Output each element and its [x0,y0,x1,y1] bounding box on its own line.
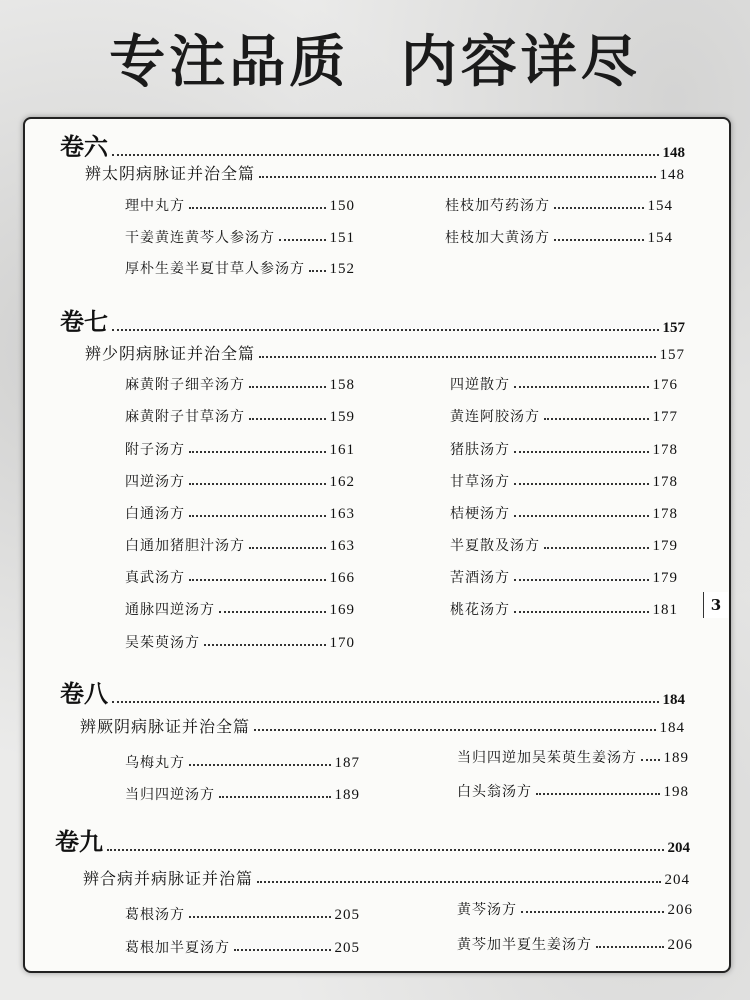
toc-item [125,439,355,459]
dot-leader [514,451,649,453]
page-number: 198 [663,784,689,800]
chapter-title: 辨太阴病脉证并治全篇 [85,164,256,183]
item-title: 附子汤方 [125,442,185,458]
toc-item [125,471,355,491]
item-title: 白头翁汤方 [457,784,532,800]
item-title: 桂枝加芍药汤方 [445,198,550,214]
item-title: 当归四逆汤方 [125,787,215,803]
item-title: 麻黄附子甘草汤方 [125,409,245,425]
item-title: 理中丸方 [125,198,185,214]
item-title: 桂枝加大黄汤方 [445,230,550,246]
page-number: 184 [659,720,685,736]
toc-item [450,567,678,587]
item-title: 白通加猪胆汁汤方 [125,538,245,554]
item-title: 白通汤方 [125,506,185,522]
toc-item [125,632,355,652]
toc-volume-9 [55,822,690,857]
item-title: 当归四逆加吴茱萸生姜汤方 [457,750,637,766]
headline-right: 内容详尽 [400,30,641,95]
page-number: 152 [329,261,355,277]
dot-leader [596,946,664,948]
page-number: 205 [334,907,360,923]
item-title: 桔梗汤方 [450,506,510,522]
page-number: 179 [652,538,678,554]
dot-leader [254,729,655,731]
toc-item [457,934,693,954]
dot-leader [112,329,659,331]
page-number: 150 [329,198,355,214]
item-title: 乌梅丸方 [125,755,185,771]
page-number: 163 [329,538,355,554]
dot-leader [189,916,331,918]
page-number: 166 [329,570,355,586]
page-number: 178 [652,506,678,522]
dot-leader [544,547,649,549]
item-title: 通脉四逆汤方 [125,602,215,618]
dot-leader [189,764,331,766]
toc-item [445,227,673,247]
dot-leader [249,386,326,388]
item-title: 黄芩加半夏生姜汤方 [457,937,592,953]
toc-item [125,567,355,587]
toc-item [125,195,355,215]
toc-item [125,258,355,278]
page-number: 177 [652,409,678,425]
toc-item [445,195,673,215]
dot-leader [554,207,644,209]
dot-leader [189,483,326,485]
toc-item [125,599,355,619]
toc-item [125,937,360,957]
dot-leader [204,644,326,646]
dot-leader [544,418,649,420]
toc-volume-6 [60,127,685,162]
toc-item [125,535,355,555]
page-number: 151 [329,230,355,246]
dot-leader [554,239,644,241]
dot-leader [219,796,331,798]
dot-leader [536,793,660,795]
page-number: 181 [652,602,678,618]
toc-item [125,904,360,924]
item-title: 黄芩汤方 [457,902,517,918]
page-number: 162 [329,474,355,490]
page-number: 154 [647,198,673,214]
toc-item [457,781,689,801]
page-number: 163 [329,506,355,522]
page-number: 206 [667,937,693,953]
toc-chapter-6 [85,161,685,184]
toc-chapter-7 [85,341,685,364]
page-number: 154 [647,230,673,246]
item-title: 四逆散方 [450,377,510,393]
volume-title: 卷八 [60,679,108,708]
toc-item [450,374,678,394]
toc-chapter-8 [80,714,685,737]
toc-item [450,439,678,459]
item-title: 真武汤方 [125,570,185,586]
dot-leader [514,515,649,517]
page-number: 178 [652,474,678,490]
item-title: 厚朴生姜半夏甘草人参汤方 [125,261,305,277]
volume-title: 卷七 [60,307,108,336]
page-number: 206 [667,902,693,918]
page-number: 157 [662,320,685,336]
toc-item [450,503,678,523]
page-number: 179 [652,570,678,586]
dot-leader [259,356,655,358]
toc-item [457,899,693,919]
page-number: 148 [662,145,685,161]
dot-leader [189,515,326,517]
dot-leader [249,418,326,420]
dot-leader [189,451,326,453]
dot-leader [279,239,326,241]
toc-item [450,471,678,491]
dot-leader [189,207,326,209]
toc-item [125,227,355,247]
side-page-number: 3 [703,592,728,618]
dot-leader [249,547,326,549]
item-title: 吴茱萸汤方 [125,635,200,651]
dot-leader [641,759,660,761]
page-number: 176 [652,377,678,393]
headline-left: 专注品质 [109,30,350,95]
page-number: 158 [329,377,355,393]
page-number: 187 [334,755,360,771]
item-title: 葛根加半夏汤方 [125,940,230,956]
chapter-title: 辨少阴病脉证并治全篇 [85,344,256,363]
item-title: 甘草汤方 [450,474,510,490]
dot-leader [112,154,659,156]
dot-leader [112,701,659,703]
dot-leader [259,176,655,178]
page-number: 169 [329,602,355,618]
toc-item [125,784,360,804]
dot-leader [514,386,649,388]
item-title: 干姜黄连黄芩人参汤方 [125,230,275,246]
dot-leader [514,483,649,485]
page-number: 170 [329,635,355,651]
item-title: 半夏散及汤方 [450,538,540,554]
volume-title: 卷九 [55,827,103,856]
dot-leader [521,911,664,913]
chapter-title: 辨厥阴病脉证并治全篇 [80,717,251,736]
page-number: 161 [329,442,355,458]
page-number: 184 [662,692,685,708]
page-number: 178 [652,442,678,458]
chapter-title: 辨合病并病脉证并治篇 [83,869,254,888]
headline-banner [0,18,750,98]
page-number: 157 [659,347,685,363]
dot-leader [309,270,326,272]
page-number: 159 [329,409,355,425]
page-number: 204 [664,872,690,888]
page-number: 205 [334,940,360,956]
toc-item [450,406,678,426]
dot-leader [514,611,649,613]
page-number: 204 [667,840,690,856]
toc-item [457,747,689,767]
item-title: 葛根汤方 [125,907,185,923]
toc-chapter-9 [83,866,690,889]
toc-item [125,752,360,772]
item-title: 四逆汤方 [125,474,185,490]
volume-title: 卷六 [60,132,108,161]
dot-leader [219,611,326,613]
table-of-contents-card [23,117,731,973]
toc-item [125,406,355,426]
page-number: 189 [663,750,689,766]
toc-volume-7 [60,302,685,337]
toc-item [450,599,678,619]
dot-leader [257,881,660,883]
toc-volume-8 [60,674,685,709]
item-title: 麻黄附子细辛汤方 [125,377,245,393]
page-number: 189 [334,787,360,803]
toc-item [125,503,355,523]
dot-leader [107,849,664,851]
dot-leader [514,579,649,581]
item-title: 桃花汤方 [450,602,510,618]
dot-leader [234,949,331,951]
toc-item [125,374,355,394]
item-title: 苦酒汤方 [450,570,510,586]
item-title: 黄连阿胶汤方 [450,409,540,425]
dot-leader [189,579,326,581]
item-title: 猪肤汤方 [450,442,510,458]
toc-item [450,535,678,555]
page-number: 148 [659,167,685,183]
